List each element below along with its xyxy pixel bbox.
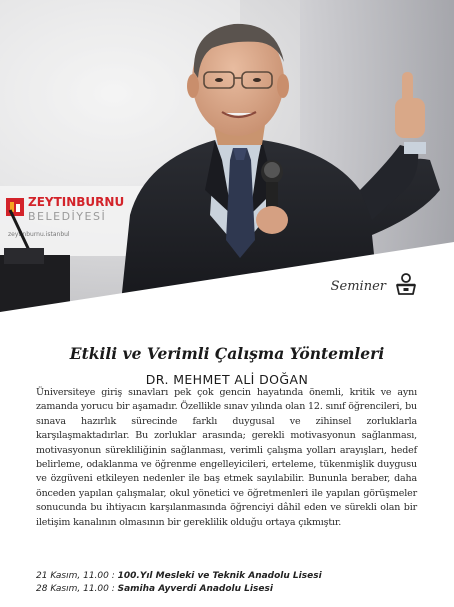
- banner-brand-line1: ZEYTINBURNU: [28, 195, 125, 209]
- speaker-name: DR. MEHMET ALİ DOĞAN: [145, 372, 309, 387]
- speaker-at-podium-icon: [394, 272, 418, 300]
- banner-url: zeytinburnu.istanbul: [8, 231, 70, 238]
- session-place: 100.Yıl Mesleki ve Teknik Anadolu Lisesi: [117, 571, 322, 581]
- session-list: [36, 570, 436, 595]
- session-date: 21 Kasım, 11.00 :: [36, 571, 118, 581]
- session-place: Samiha Ayverdi Anadolu Lisesi: [117, 583, 273, 594]
- category-tag: [331, 274, 418, 298]
- event-description: Üniversiteye giriş sınavları pek çok gencin hayatında önemli, kritik ve aynı zamanda yorucu bir aşamadır. Özellikle sınav yılında olan 12. sınıf öğrencileri, bu sınava hazırlık sürecinde farklı duygusal ve zihinsel zorluklarla karşılaşmaktadırlar. Bu zorluklar arasında; gerekli motivasyonun sağlanması, motivasyonun sürekliliğinin sağlanması, verimli çalışma yolları arayışları, hedef belirleme, odaklanma ve öğrenme engelleyicileri, erteleme, tükenmişlik duygusu ve özgüveni etkileyen nedenler ile baş etmek sayılabilir. Bununla beraber, daha önceden yapılan çalışmalar, okul yönetici ve öğretmenleri ile yapılan görüşmeler sonucunda bu ihtiyacın karşılanmasında öğrenciyi dâhil eden ve sürekli olan bir iletişim kanalının olmasının bir gereklilik olduğu ortaya çıkmıştır.: [36, 387, 417, 528]
- municipality-logo-icon: [6, 198, 24, 216]
- category-label: Seminer: [330, 278, 386, 294]
- session-item: [36, 583, 436, 596]
- session-item: [36, 570, 436, 583]
- banner-brand-line2: BELEDİYESİ: [28, 210, 107, 223]
- session-date: 28 Kasım, 11.00 :: [36, 583, 118, 594]
- page-title: Etkili ve Verimli Çalışma Yöntemleri: [69, 344, 385, 363]
